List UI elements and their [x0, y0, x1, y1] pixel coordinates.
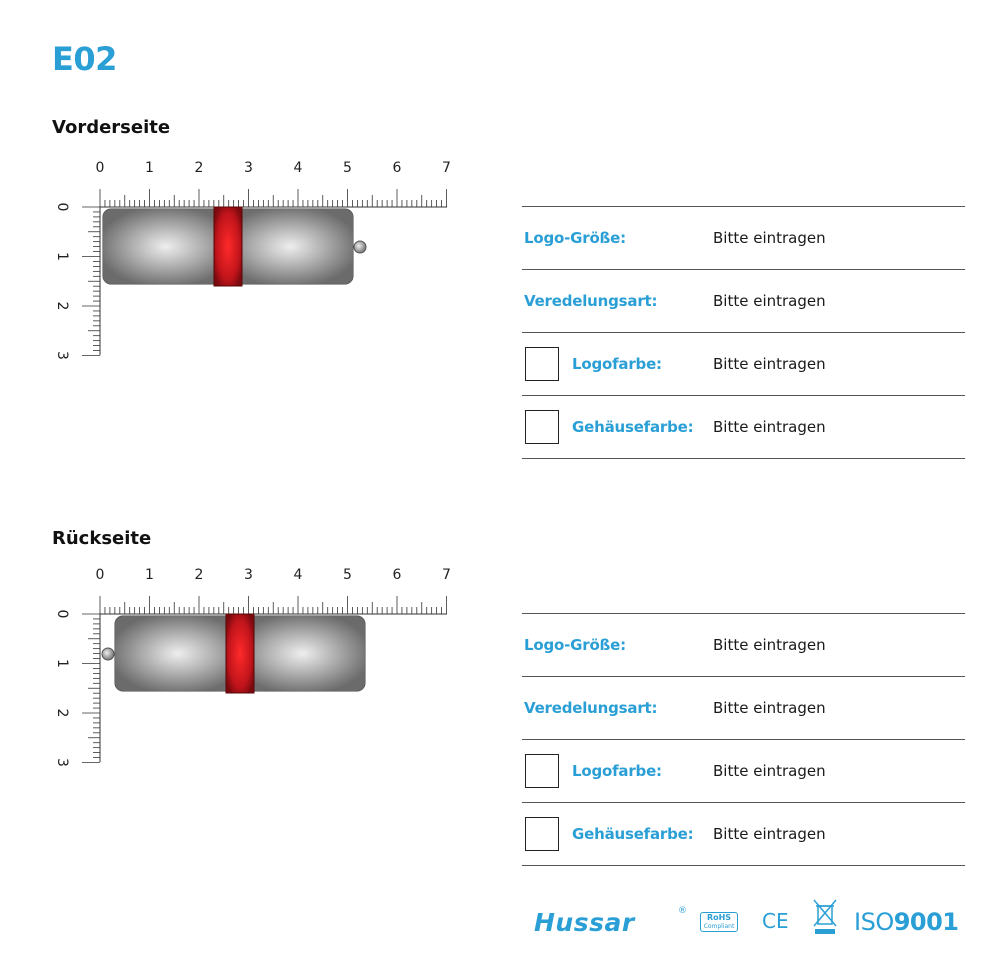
back-logo-color-swatch[interactable] — [525, 754, 559, 788]
back-ruler-y-label: 1 — [54, 659, 70, 668]
rohs-compliant-text: Compliant — [703, 923, 735, 930]
back-ruler-x-label: 3 — [244, 567, 253, 583]
iso-9001-mark — [854, 908, 959, 936]
back-housing-color-label: Gehäusefarbe: — [572, 825, 694, 843]
back-usb-stick-image — [102, 614, 365, 693]
front-side-heading: Vorderseite — [52, 117, 171, 138]
back-side-heading: Rückseite — [52, 528, 152, 549]
back-finishing-value[interactable]: Bitte eintragen — [713, 699, 826, 717]
back-ruler-x-label: 6 — [392, 567, 402, 583]
back-ruler-diagram — [40, 557, 470, 772]
back-ruler-x-label: 7 — [442, 567, 451, 583]
front-housing-color-label: Gehäusefarbe: — [572, 418, 694, 436]
front-housing-color-value[interactable]: Bitte eintragen — [713, 418, 826, 436]
front-ruler-y-label: 2 — [54, 301, 70, 311]
back-ruler-x-label: 0 — [95, 567, 105, 583]
back-housing-color-swatch[interactable] — [525, 817, 559, 851]
front-housing-color-swatch[interactable] — [525, 410, 559, 444]
front-ruler-x-label: 6 — [392, 160, 402, 176]
back-ruler-x-ticks — [100, 596, 447, 614]
front-usb-band — [214, 207, 242, 286]
back-housing-color-value[interactable]: Bitte eintragen — [713, 825, 826, 843]
front-logo-size-label: Logo-Größe: — [524, 229, 626, 247]
back-ruler-x-label: 2 — [194, 567, 204, 583]
front-ruler-x-label: 2 — [194, 160, 204, 176]
registered-mark: ® — [678, 906, 687, 916]
front-logo-size-row — [522, 207, 965, 270]
front-form-table — [522, 206, 965, 459]
front-ruler-y-ticks — [82, 207, 100, 356]
back-usb-band — [226, 614, 254, 693]
front-logo-size-value[interactable]: Bitte eintragen — [713, 229, 826, 247]
back-logo-color-row — [522, 740, 965, 803]
front-ruler-x-label: 0 — [95, 160, 105, 176]
footer-certifications — [530, 898, 960, 946]
back-finishing-row — [522, 677, 965, 740]
front-finishing-label: Veredelungsart: — [524, 292, 658, 310]
front-logo-color-value[interactable]: Bitte eintragen — [713, 355, 826, 373]
front-logo-color-row — [522, 333, 965, 396]
front-usb-loop — [354, 241, 366, 253]
back-ruler-x-label: 5 — [343, 567, 352, 583]
back-usb-loop — [102, 648, 114, 660]
front-ruler-y-label: 0 — [54, 202, 70, 212]
back-logo-size-row — [522, 614, 965, 677]
front-ruler-y-label: 3 — [54, 351, 70, 360]
front-ruler-x-label: 5 — [343, 160, 352, 176]
back-ruler-x-label: 4 — [293, 567, 303, 583]
rohs-compliant-icon — [700, 912, 738, 932]
back-logo-size-label: Logo-Größe: — [524, 636, 626, 654]
back-ruler-y-label: 3 — [54, 758, 70, 767]
back-logo-color-label: Logofarbe: — [572, 762, 662, 780]
front-ruler-x-ticks — [100, 189, 447, 207]
back-logo-color-value[interactable]: Bitte eintragen — [713, 762, 826, 780]
front-logo-color-swatch[interactable] — [525, 347, 559, 381]
front-usb-stick-image — [103, 207, 366, 286]
back-ruler-y-label: 2 — [54, 708, 70, 718]
back-housing-color-row — [522, 803, 965, 866]
iso-number: 9001 — [893, 908, 959, 936]
iso-prefix: ISO — [854, 908, 894, 936]
back-ruler-y-ticks — [82, 614, 100, 763]
front-finishing-value[interactable]: Bitte eintragen — [713, 292, 826, 310]
rohs-text: RoHS — [706, 913, 732, 922]
weee-bin-icon — [812, 898, 838, 936]
front-ruler-x-label: 7 — [442, 160, 451, 176]
ce-mark-icon: CE — [762, 909, 789, 933]
front-ruler-x-label: 1 — [145, 160, 154, 176]
hussar-logo: Hussar — [534, 908, 635, 937]
back-logo-size-value[interactable]: Bitte eintragen — [713, 636, 826, 654]
front-ruler-diagram — [40, 150, 470, 365]
front-ruler-x-label: 4 — [293, 160, 303, 176]
back-ruler-x-label: 1 — [145, 567, 154, 583]
front-finishing-row — [522, 270, 965, 333]
back-form-table — [522, 613, 965, 866]
back-finishing-label: Veredelungsart: — [524, 699, 658, 717]
page-title: E02 — [52, 40, 117, 78]
front-housing-color-row — [522, 396, 965, 459]
front-ruler-x-label: 3 — [244, 160, 253, 176]
front-ruler-y-label: 1 — [54, 252, 70, 261]
back-ruler-y-label: 0 — [54, 609, 70, 619]
front-logo-color-label: Logofarbe: — [572, 355, 662, 373]
